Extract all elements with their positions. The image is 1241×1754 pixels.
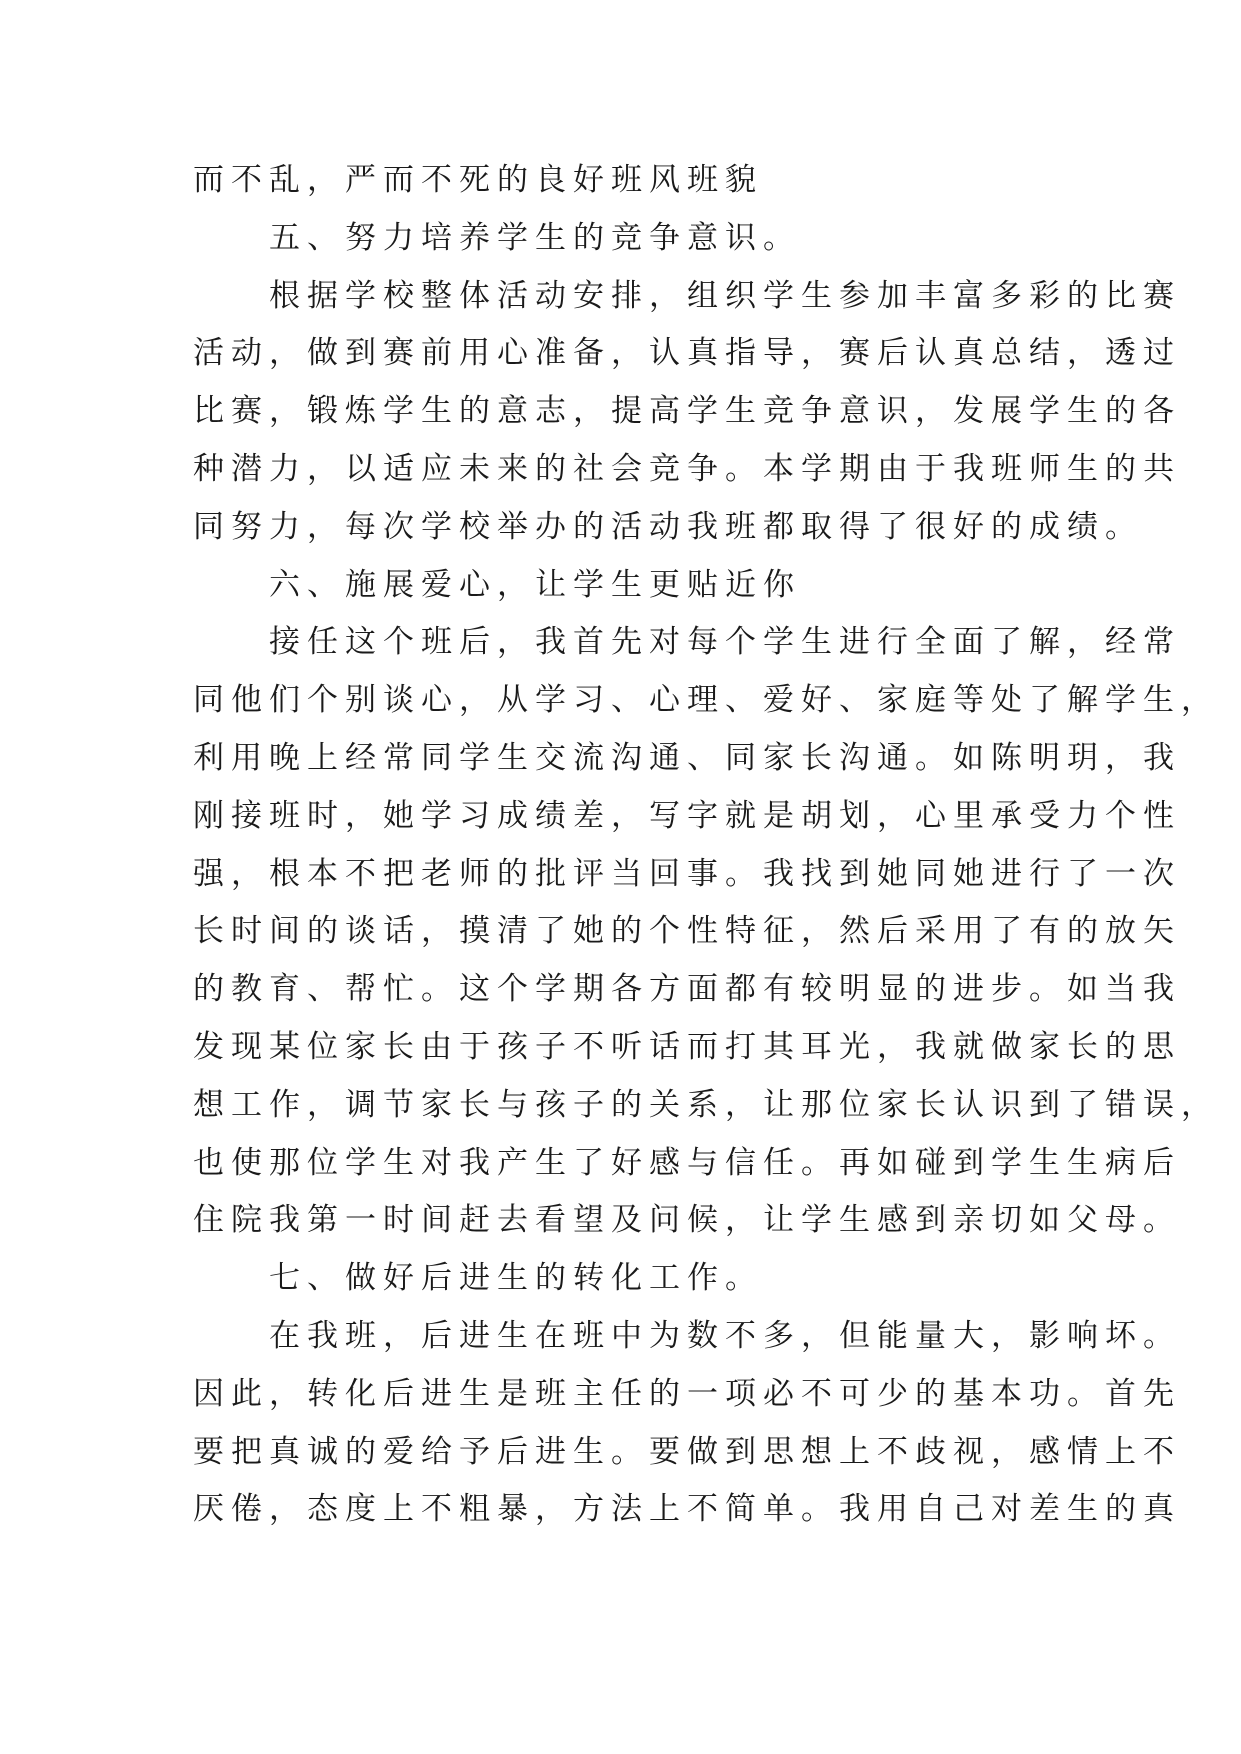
text-line: 厌倦，态度上不粗暴，方法上不简单。我用自己对差生的真 — [193, 1491, 1181, 1528]
text-line: 根据学校整体活动安排，组织学生参加丰富多彩的比赛 — [193, 277, 1181, 314]
text-line: 比赛，锻炼学生的意志，提高学生竞争意识，发展学生的各 — [193, 393, 1181, 430]
text-line: 接任这个班后，我首先对每个学生进行全面了解，经常 — [193, 624, 1181, 661]
text-line: 想工作，调节家长与孩子的关系，让那位家长认识到了错误， — [193, 1086, 1219, 1123]
text-line: 同努力，每次学校举办的活动我班都取得了很好的成绩。 — [193, 508, 1143, 545]
text-line: 刚接班时，她学习成绩差，写字就是胡划，心里承受力个性 — [193, 797, 1181, 834]
text-line: 活动，做到赛前用心准备，认真指导，赛后认真总结，透过 — [193, 335, 1181, 372]
text-line: 而不乱，严而不死的良好班风班貌 — [193, 162, 763, 198]
section-heading: 六、施展爱心，让学生更贴近你 — [193, 566, 801, 603]
text-line: 在我班，后进生在班中为数不多，但能量大，影响坏。 — [193, 1317, 1181, 1354]
body-text — [193, 152, 1219, 1539]
text-line: 的教育、帮忙。这个学期各方面都有较明显的进步。如当我 — [193, 971, 1181, 1008]
text-line: 也使那位学生对我产生了好感与信任。再如碰到学生生病后 — [193, 1144, 1181, 1181]
text-line: 住院我第一时间赶去看望及问候，让学生感到亲切如父母。 — [193, 1202, 1181, 1239]
text-line: 利用晚上经常同学生交流沟通、同家长沟通。如陈明玥，我 — [193, 739, 1181, 776]
text-line: 发现某位家长由于孩子不听话而打其耳光，我就做家长的思 — [193, 1028, 1181, 1065]
text-line: 同他们个别谈心，从学习、心理、爱好、家庭等处了解学生， — [193, 682, 1219, 719]
text-line: 因此，转化后进生是班主任的一项必不可少的基本功。首先 — [193, 1375, 1181, 1412]
text-line: 要把真诚的爱给予后进生。要做到思想上不歧视，感情上不 — [193, 1433, 1181, 1470]
text-line: 强，根本不把老师的批评当回事。我找到她同她进行了一次 — [193, 855, 1181, 892]
text-line: 长时间的谈话，摸清了她的个性特征，然后采用了有的放矢 — [193, 913, 1181, 950]
text-line: 种潜力，以适应未来的社会竞争。本学期由于我班师生的共 — [193, 450, 1181, 487]
section-heading: 五、努力培养学生的竞争意识。 — [193, 219, 801, 256]
section-heading: 七、做好后进生的转化工作。 — [193, 1260, 763, 1297]
